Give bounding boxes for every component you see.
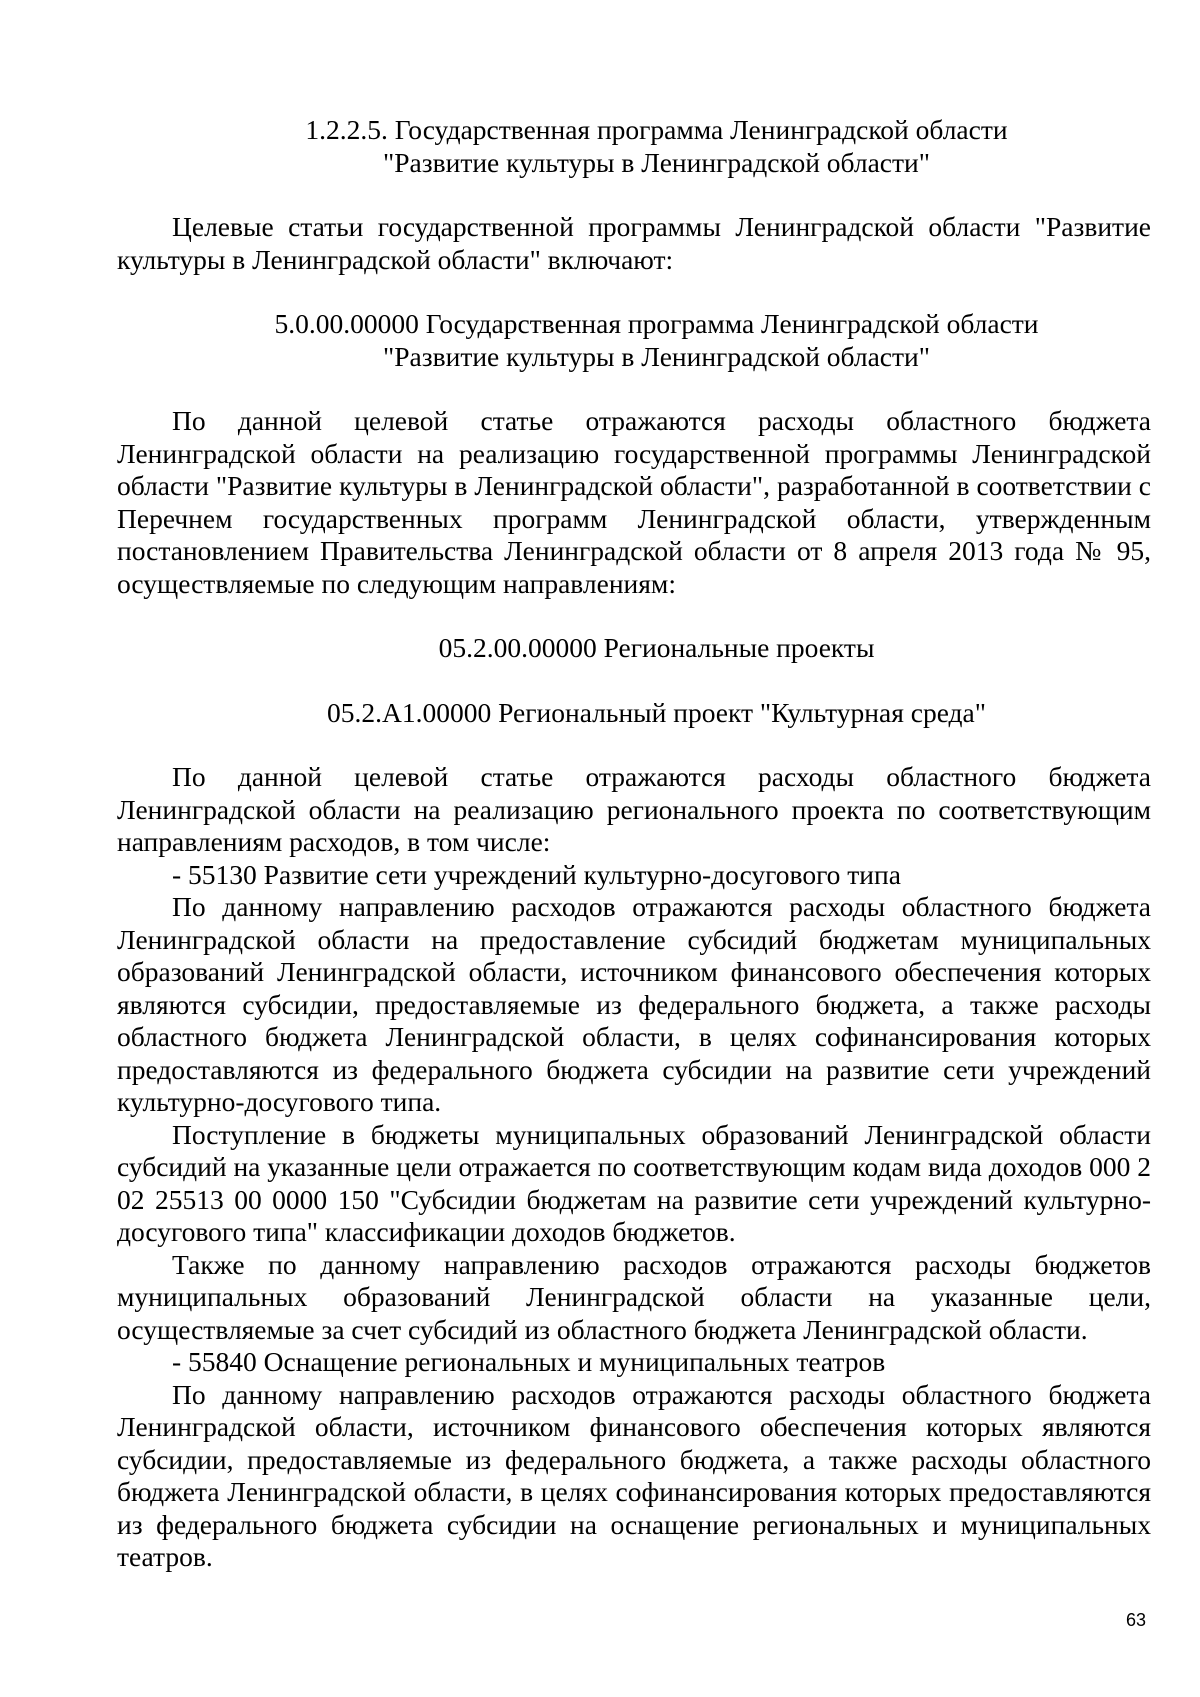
list-item-55130: - 55130 Развитие сети учреждений культурно-досугового типа	[172, 858, 901, 890]
page-body	[117, 114, 1151, 1574]
program-heading	[117, 308, 1151, 373]
paragraph-55130-a: По данному направлению расходов отражаются расходы областного бюджета Ленинградской области на предоставление субсидий бюджетам муниципальных образований Ленинградской области, источником финансового обеспечения которых являются субсидии, предоставляемые из федерального бюджета, а также расходы областного бюджета Ленинградской области, в целях софинансирования которых предоставляются из федерального бюджета субсидии на развитие сети учреждений культурно-досугового типа.	[117, 891, 1151, 1117]
section-title-line-2: "Развитие культуры в Ленинградской области"	[383, 146, 930, 178]
page-number: 63	[1125, 1610, 1146, 1630]
project-heading: 05.2.А1.00000 Региональный проект "Культурная среда"	[327, 696, 986, 728]
paragraph-55130-c: Также по данному направлению расходов отражаются расходы бюджетов муниципальных образований Ленинградской области на указанные цели, осуществляемые за счет субсидий из областного бюджета Ленинградской области.	[117, 1248, 1151, 1345]
list-item-55840: - 55840 Оснащение региональных и муниципальных театров	[172, 1346, 886, 1377]
section-title	[117, 114, 1151, 179]
program-heading-line-1: 5.0.00.00000 Государственная программа Ленинградской области	[274, 308, 1039, 339]
intro-paragraph: Целевые статьи государственной программы Ленинградской области "Развитие культуры в Ленинградской области" включают:	[117, 211, 1151, 275]
section-title-line-1: 1.2.2.5. Государственная программа Ленинградской области	[305, 114, 1008, 145]
program-heading-line-2: "Развитие культуры в Ленинградской области"	[383, 340, 930, 372]
regional-projects-heading: 05.2.00.00000 Региональные проекты	[438, 632, 875, 663]
program-paragraph: По данной целевой статье отражаются расходы областного бюджета Ленинградской области на реализацию государственной программы Ленинградской области "Развитие культуры в Ленинградской области", разработанной в соответствии с Перечнем государственных программ Ленинградской области, утвержденным постановлением Правительства Ленинградской области от 8 апреля 2013 года № 95, осуществляемые по следующим направлениям:	[117, 405, 1151, 599]
paragraph-55840: По данному направлению расходов отражаются расходы областного бюджета Ленинградской области, источником финансового обеспечения которых являются субсидии, предоставляемые из федерального бюджета, а также расходы областного бюджета Ленинградской области, в целях софинансирования которых предоставляются из федерального бюджета субсидии на оснащение региональных и муниципальных театров.	[117, 1378, 1151, 1572]
project-paragraph: По данной целевой статье отражаются расходы областного бюджета Ленинградской области на реализацию регионального проекта по соответствующим направлениям расходов, в том числе:	[117, 761, 1151, 857]
paragraph-55130-b: Поступление в бюджеты муниципальных образований Ленинградской области субсидий на указанные цели отражается по соответствующим кодам вида доходов 000 2 02 25513 00 0000 150 "Субсидии бюджетам на развитие сети учреждений культурно-досугового типа" классификации доходов бюджетов.	[117, 1118, 1151, 1247]
